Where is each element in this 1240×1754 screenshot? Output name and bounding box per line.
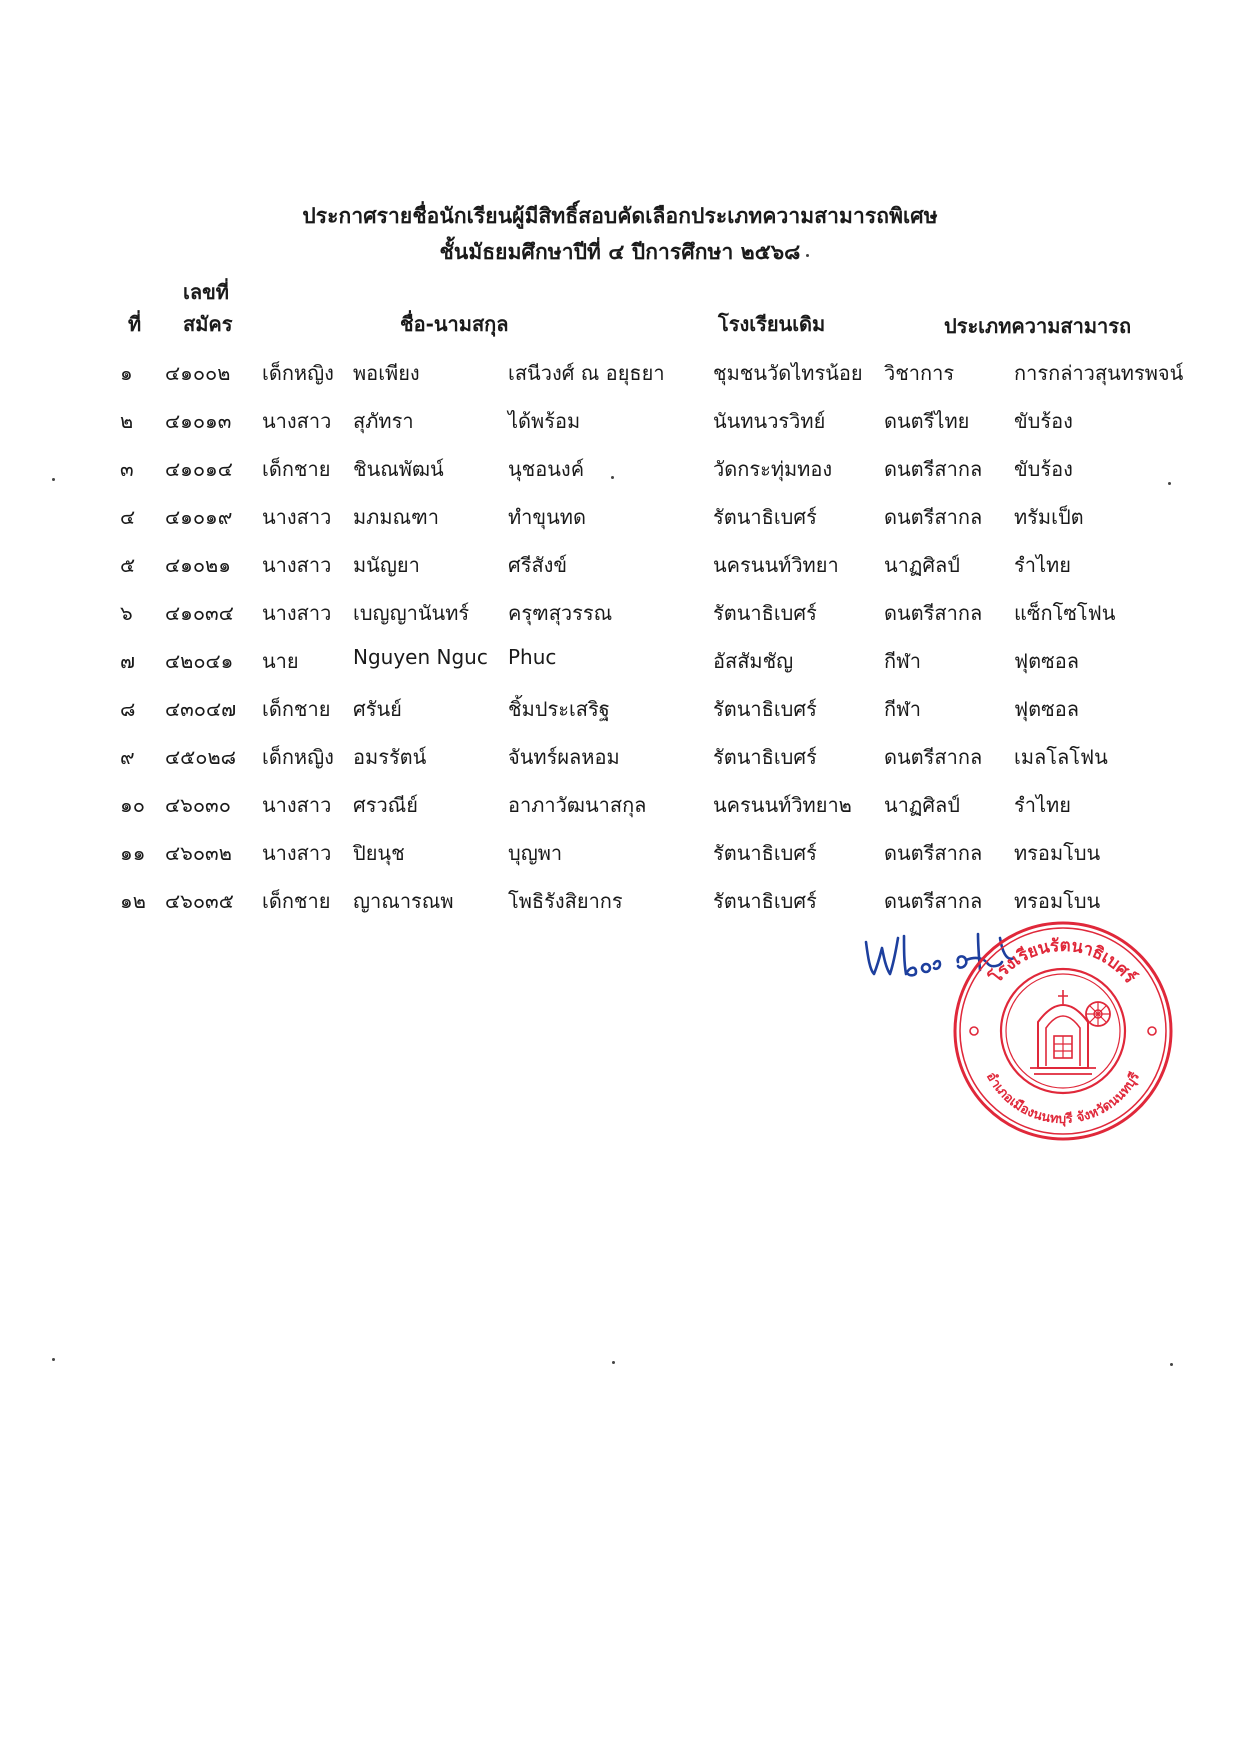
cell-no: ๕ <box>120 553 136 577</box>
school-seal-stamp <box>950 918 1176 1144</box>
cell-app-no: ๔๑๐๑๙ <box>165 505 233 529</box>
cell-first-name: ศรวณีย์ <box>353 793 418 817</box>
cell-school: นครนนท์วิทยา๒ <box>713 793 852 817</box>
cell-first-name: ญาณารณพ <box>353 889 454 913</box>
cell-category: ดนตรีสากล <box>884 457 983 481</box>
cell-skill: ขับร้อง <box>1014 409 1073 433</box>
cell-last-name: บุญพา <box>508 841 563 865</box>
cell-skill: รำไทย <box>1014 553 1071 577</box>
document-title: ประกาศรายชื่อนักเรียนผู้มีสิทธิ์สอบคัดเลือกประเภทความสามารถพิเศษ <box>302 204 938 228</box>
header-app-no-line-1: เลขที่ <box>183 280 229 304</box>
scan-speck <box>612 1361 615 1364</box>
cell-app-no: ๔๑๐๐๒ <box>165 361 231 385</box>
header-no: ที่ <box>128 312 142 336</box>
cell-no: ๑๒ <box>120 889 146 913</box>
cell-prefix: เด็กชาย <box>262 457 331 481</box>
cell-skill: แซ็กโซโฟน <box>1014 601 1116 625</box>
cell-app-no: ๔๕๐๒๘ <box>165 745 237 769</box>
cell-first-name: สุภัทรา <box>353 409 414 433</box>
cell-last-name: Phuc <box>508 645 557 669</box>
cell-category: วิชาการ <box>884 361 955 385</box>
cell-first-name: Nguyen Nguc <box>353 645 488 669</box>
cell-last-name: ครุฑสุวรรณ <box>508 601 613 625</box>
cell-prefix: นางสาว <box>262 793 332 817</box>
cell-no: ๙ <box>120 745 135 769</box>
cell-no: ๑ <box>120 361 133 385</box>
cell-app-no: ๔๒๐๔๑ <box>165 649 234 673</box>
seal-top-text: โรงเรียนรัตนาธิเบศร์ <box>986 935 1140 988</box>
cell-no: ๗ <box>120 649 136 673</box>
cell-skill: ทรัมเป็ต <box>1014 505 1084 529</box>
cell-first-name: มภมณฑา <box>353 505 439 529</box>
cell-no: ๔ <box>120 505 136 529</box>
cell-app-no: ๔๑๐๑๔ <box>165 457 233 481</box>
cell-school: ชุมชนวัดไทรน้อย <box>713 361 863 385</box>
cell-prefix: เด็กหญิง <box>262 745 334 769</box>
cell-category: กีฬา <box>884 697 922 721</box>
cell-prefix: เด็กชาย <box>262 889 331 913</box>
cell-first-name: ปิยนุช <box>353 841 405 865</box>
cell-skill: ทรอมโบน <box>1014 889 1101 913</box>
cell-no: ๑๐ <box>120 793 145 817</box>
cell-app-no: ๔๖๐๓๕ <box>165 889 234 913</box>
header-name: ชื่อ-นามสกุล <box>400 312 509 336</box>
scan-speck <box>1168 482 1171 485</box>
cell-skill: การกล่าวสุนทรพจน์ <box>1014 361 1184 385</box>
cell-last-name: ได้พร้อม <box>508 409 581 433</box>
document-subtitle: ชั้นมัธยมศึกษาปีที่ ๔ ปีการศึกษา ๒๕๖๘ <box>439 240 801 264</box>
cell-category: นาฏศิลป์ <box>884 793 960 817</box>
header-school: โรงเรียนเดิม <box>718 312 826 336</box>
cell-app-no: ๔๖๐๓๒ <box>165 841 232 865</box>
cell-school: รัตนาธิเบศร์ <box>713 601 817 625</box>
cell-category: นาฏศิลป์ <box>884 553 960 577</box>
cell-last-name: ศรีสังข์ <box>508 553 568 577</box>
cell-school: รัตนาธิเบศร์ <box>713 841 817 865</box>
cell-last-name: อาภาวัฒนาสกุล <box>508 793 647 817</box>
cell-category: ดนตรีสากล <box>884 505 983 529</box>
scan-speck <box>611 476 614 479</box>
cell-first-name: เบญญานันทร์ <box>353 601 470 625</box>
cell-no: ๘ <box>120 697 136 721</box>
cell-app-no: ๔๑๐๓๔ <box>165 601 234 625</box>
cell-no: ๖ <box>120 601 133 625</box>
cell-category: ดนตรีสากล <box>884 745 983 769</box>
cell-school: อัสสัมชัญ <box>713 649 794 673</box>
scan-speck <box>806 254 809 257</box>
cell-skill: ทรอมโบน <box>1014 841 1101 865</box>
scan-speck <box>1170 1363 1173 1366</box>
cell-first-name: พอเพียง <box>353 361 420 385</box>
cell-last-name: ทำขุนทด <box>508 505 586 529</box>
cell-last-name: เสนีวงศ์ ณ อยุธยา <box>508 361 665 385</box>
cell-category: ดนตรีไทย <box>884 409 970 433</box>
cell-prefix: นางสาว <box>262 601 332 625</box>
cell-school: วัดกระทุ่มทอง <box>713 457 833 481</box>
cell-school: รัตนาธิเบศร์ <box>713 889 817 913</box>
cell-first-name: ชินณพัฒน์ <box>353 457 444 481</box>
cell-skill: รำไทย <box>1014 793 1071 817</box>
cell-school: นันทนวรวิทย์ <box>713 409 826 433</box>
cell-first-name: ศรันย์ <box>353 697 402 721</box>
cell-last-name: จันทร์ผลหอม <box>508 745 620 769</box>
cell-school: รัตนาธิเบศร์ <box>713 745 817 769</box>
cell-skill: ขับร้อง <box>1014 457 1073 481</box>
cell-category: ดนตรีสากล <box>884 601 983 625</box>
cell-last-name: โพธิรังสิยากร <box>508 889 623 913</box>
cell-school: รัตนาธิเบศร์ <box>713 505 817 529</box>
cell-app-no: ๔๖๐๓๐ <box>165 793 231 817</box>
cell-prefix: นางสาว <box>262 841 332 865</box>
cell-category: ดนตรีสากล <box>884 889 983 913</box>
cell-no: ๓ <box>120 457 134 481</box>
cell-prefix: เด็กหญิง <box>262 361 334 385</box>
cell-last-name: ชิ้มประเสริฐ <box>508 697 610 721</box>
cell-no: ๑๑ <box>120 841 146 865</box>
cell-prefix: นางสาว <box>262 553 332 577</box>
cell-first-name: มนัญยา <box>353 553 420 577</box>
cell-category: ดนตรีสากล <box>884 841 983 865</box>
cell-prefix: เด็กชาย <box>262 697 331 721</box>
cell-first-name: อมรรัตน์ <box>353 745 427 769</box>
seal-bottom-text: อำเภอเมืองนนทบุรี จังหวัดนนทบุรี <box>982 1069 1143 1128</box>
cell-app-no: ๔๑๐๑๓ <box>165 409 232 433</box>
cell-no: ๒ <box>120 409 134 433</box>
header-app-no-line-2: สมัคร <box>183 312 233 336</box>
cell-skill: เมลโลโฟน <box>1014 745 1108 769</box>
cell-prefix: นางสาว <box>262 409 332 433</box>
cell-app-no: ๔๑๐๒๑ <box>165 553 231 577</box>
cell-prefix: นาย <box>262 649 299 673</box>
header-ability: ประเภทความสามารถ <box>944 314 1132 338</box>
cell-last-name: นุชอนงค์ <box>508 457 585 481</box>
cell-category: กีฬา <box>884 649 922 673</box>
scan-speck <box>52 478 55 481</box>
cell-school: รัตนาธิเบศร์ <box>713 697 817 721</box>
scan-speck <box>52 1358 55 1361</box>
cell-school: นครนนท์วิทยา <box>713 553 839 577</box>
cell-skill: ฟุตซอล <box>1014 649 1079 673</box>
cell-skill: ฟุตซอล <box>1014 697 1079 721</box>
cell-prefix: นางสาว <box>262 505 332 529</box>
cell-app-no: ๔๓๐๔๗ <box>165 697 237 721</box>
